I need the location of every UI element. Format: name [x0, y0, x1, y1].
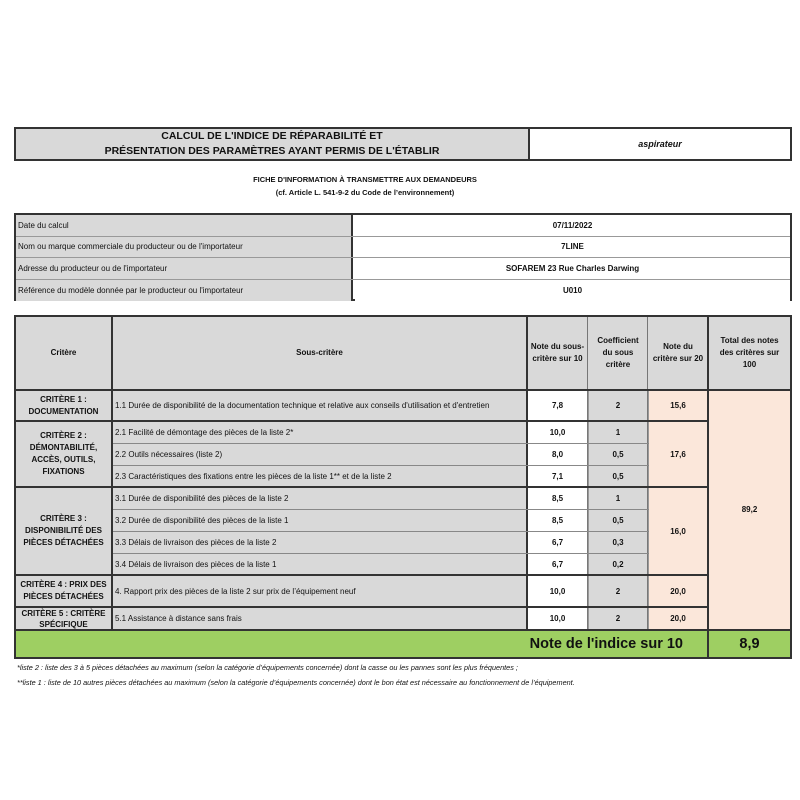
- criterion-4-label: CRITÈRE 4 : PRIX DES PIÈCES DÉTACHÉES: [16, 576, 111, 606]
- divider: [111, 317, 113, 631]
- criterion-5-label: CRITÈRE 5 : CRITÈRE SPÉCIFIQUE: [16, 608, 111, 629]
- divider: [113, 531, 649, 532]
- fiche-line-1: FICHE D'INFORMATION À TRANSMETTRE AUX DEMANDEURS: [253, 175, 477, 184]
- header-note-critere: Note du critère sur 20: [649, 317, 707, 389]
- info-table: [14, 213, 792, 301]
- criterion-1-label: CRITÈRE 1 : DOCUMENTATION: [16, 391, 111, 420]
- divider: [588, 391, 589, 631]
- subcriterion-2-3-note: 7,1: [528, 466, 587, 486]
- header-note-sous-critere: Note du sous-critère sur 10: [528, 317, 587, 389]
- subcriterion-4-coef: 2: [589, 576, 647, 606]
- divider: [16, 389, 790, 391]
- footnote-liste-2: *liste 2 : liste des 3 à 5 pièces détachées au maximum (selon la catégorie d’équipements concernée) dont la casse ou les pannes sont les plus fréquentes ;: [17, 663, 518, 672]
- criterion-5-note: 20,0: [649, 608, 707, 629]
- subcriterion-2-2-note: 8,0: [528, 444, 587, 465]
- subcriterion-5-1: 5.1 Assistance à distance sans frais: [113, 608, 526, 629]
- subcriterion-3-2-coef: 0,5: [589, 510, 647, 531]
- fiche-line-2: (cf. Article L. 541-9-2 du Code de l’environnement): [275, 188, 455, 197]
- subcriterion-2-3: 2.3 Caractéristiques des fixations entre les pièces de la liste 1** et de la liste 2: [113, 466, 526, 486]
- info-label: Adresse du producteur ou de l'importateur: [16, 258, 353, 279]
- title-line-1: CALCUL DE L'INDICE DE RÉPARABILITÉ ET: [161, 130, 383, 142]
- criterion-1-note: 15,6: [649, 391, 707, 420]
- total-score: 89,2: [709, 391, 790, 629]
- info-row-model: [16, 280, 790, 302]
- info-value: U010: [355, 280, 790, 302]
- index-label: Note de l'indice sur 10: [16, 631, 707, 657]
- subcriterion-3-2-note: 8,5: [528, 510, 587, 531]
- info-value: 7LINE: [355, 237, 790, 258]
- criterion-2-note: 17,6: [649, 422, 707, 486]
- criterion-3-note: 16,0: [649, 488, 707, 574]
- info-row-date: [16, 215, 790, 237]
- subcriterion-2-1-note: 10,0: [528, 422, 587, 443]
- subcriterion-2-2-coef: 0,5: [589, 444, 647, 465]
- divider: [113, 509, 649, 510]
- subcriterion-3-2: 3.2 Durée de disponibilité des pièces de la liste 1: [113, 510, 526, 531]
- criterion-3-label: CRITÈRE 3 : DISPONIBILITÉ DES PIÈCES DÉTACHÉES: [16, 488, 111, 574]
- header-coefficient: Coefficient du sous critère: [589, 317, 647, 389]
- subcriterion-3-4: 3.4 Délais de livraison des pièces de la liste 1: [113, 554, 526, 574]
- subcriterion-3-4-note: 6,7: [528, 554, 587, 574]
- subcriterion-3-1-note: 8,5: [528, 488, 587, 509]
- product-category: aspirateur: [528, 127, 792, 161]
- subcriterion-3-3-coef: 0,3: [589, 532, 647, 553]
- info-label: Référence du modèle donnée par le producteur ou l'importateur: [16, 280, 353, 302]
- subcriterion-4: 4. Rapport prix des pièces de la liste 2 sur prix de l’équipement neuf: [113, 576, 526, 606]
- divider: [16, 420, 709, 422]
- subcriterion-2-1: 2.1 Facilité de démontage des pièces de la liste 2*: [113, 422, 526, 443]
- divider: [526, 317, 528, 631]
- criterion-2-label: CRITÈRE 2 : DÉMONTABILITÉ, ACCÈS, OUTILS, FIXATIONS: [16, 422, 111, 486]
- info-row-address: [16, 258, 790, 280]
- divider: [648, 391, 649, 631]
- subcriterion-1-1-coef: 2: [589, 391, 647, 420]
- info-label: Date du calcul: [16, 215, 353, 236]
- divider: [113, 465, 649, 466]
- footnotes: [17, 660, 797, 690]
- footnote-liste-1: **liste 1 : liste de 10 autres pièces détachées au maximum (selon la catégorie d’équipements concernée) dont le bon état est nécessaire au fonctionnement de l’équipement.: [17, 678, 575, 687]
- divider: [16, 486, 709, 488]
- info-row-brand: [16, 237, 790, 259]
- subcriterion-3-3: 3.3 Délais de livraison des pièces de la liste 2: [113, 532, 526, 553]
- divider: [113, 443, 649, 444]
- info-value: 07/11/2022: [355, 215, 790, 236]
- index-value: 8,9: [709, 631, 790, 657]
- subcriterion-3-1-coef: 1: [589, 488, 647, 509]
- info-label: Nom ou marque commerciale du producteur ou de l'importateur: [16, 237, 353, 258]
- subcriterion-3-4-coef: 0,2: [589, 554, 647, 574]
- divider: [113, 553, 649, 554]
- subcriterion-5-1-coef: 2: [589, 608, 647, 629]
- subcriterion-1-1: 1.1 Durée de disponibilité de la documentation technique et relative aux conseils d'utilisation et d'entretien: [113, 391, 526, 420]
- score-table: [14, 315, 792, 659]
- subcriterion-1-1-note: 7,8: [528, 391, 587, 420]
- header-total: Total des notes des critères sur 100: [709, 317, 790, 389]
- subcriterion-3-1: 3.1 Durée de disponibilité des pièces de la liste 2: [113, 488, 526, 509]
- info-value: SOFAREM 23 Rue Charles Darwing: [355, 258, 790, 279]
- divider: [16, 574, 709, 576]
- subcriterion-2-2: 2.2 Outils nécessaires (liste 2): [113, 444, 526, 465]
- subcriterion-2-1-coef: 1: [589, 422, 647, 443]
- divider: [16, 606, 709, 608]
- subcriterion-4-note: 10,0: [528, 576, 587, 606]
- subcriterion-3-3-note: 6,7: [528, 532, 587, 553]
- fiche-heading: [100, 173, 630, 199]
- criterion-4-note: 20,0: [649, 576, 707, 606]
- header-critere: Critère: [16, 317, 111, 389]
- title-line-2: PRÉSENTATION DES PARAMÈTRES AYANT PERMIS DE L'ÉTABLIR: [104, 145, 440, 157]
- title-block: [14, 127, 528, 161]
- divider: [16, 629, 790, 631]
- subcriterion-5-1-note: 10,0: [528, 608, 587, 629]
- subcriterion-2-3-coef: 0,5: [589, 466, 647, 486]
- header-sous-critere: Sous-critère: [113, 317, 526, 389]
